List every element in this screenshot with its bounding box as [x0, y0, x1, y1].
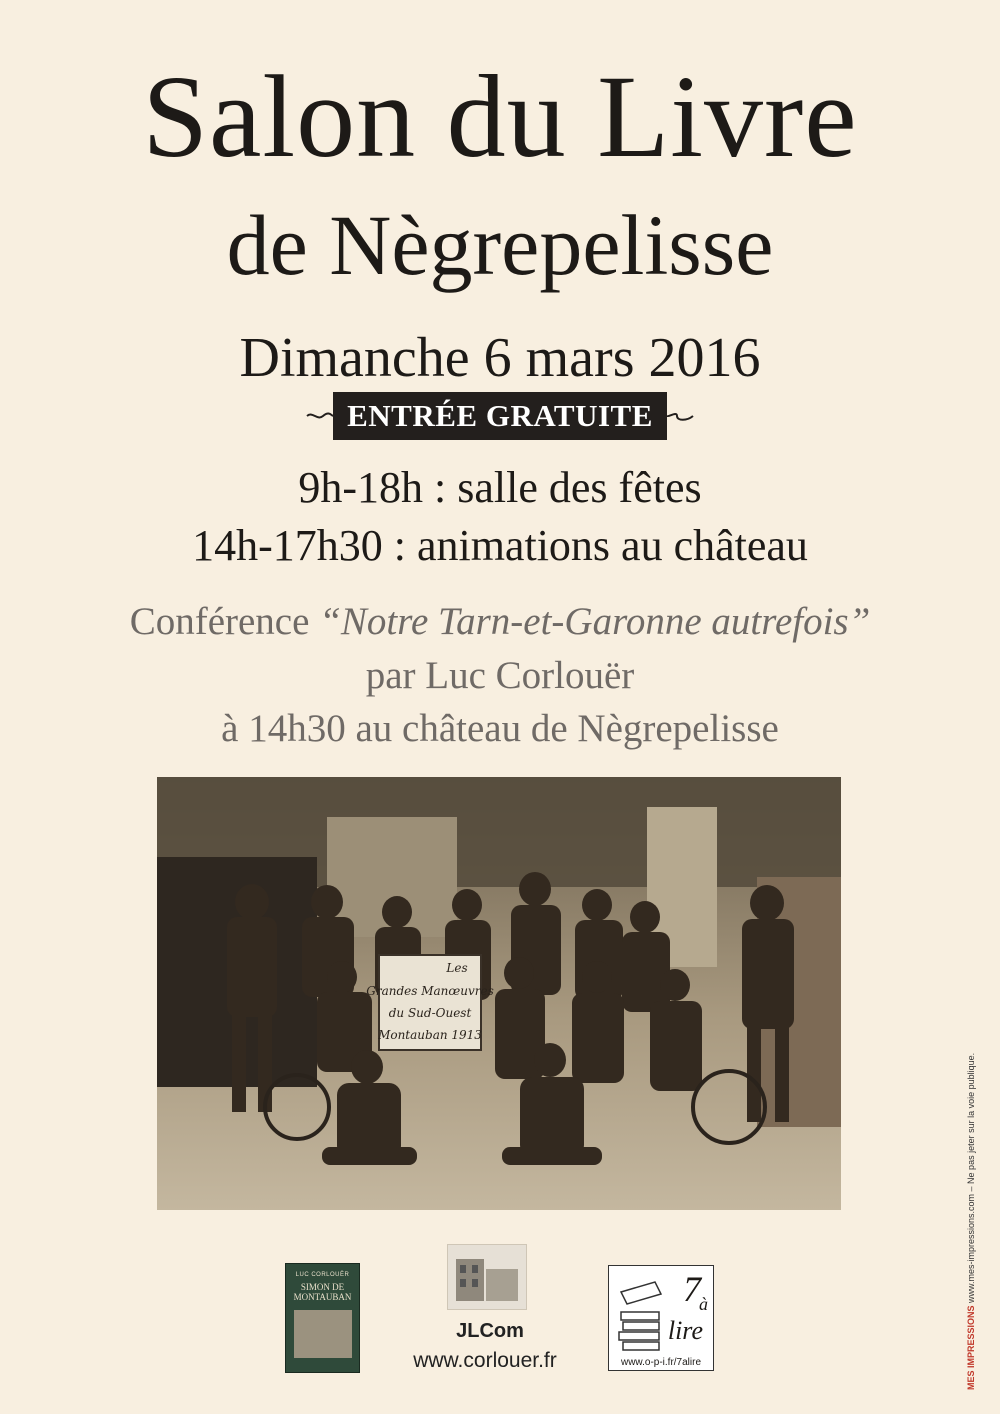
printer-logo: MES IMPRESSIONS	[966, 1305, 976, 1390]
swash-right-icon	[667, 409, 695, 423]
swash-left-icon	[305, 409, 333, 423]
sign-line-2: Grandes Manœuvres	[366, 984, 494, 998]
book-title-line-2: MONTAUBAN	[293, 1292, 352, 1302]
event-date: Dimanche 6 mars 2016	[239, 327, 761, 389]
book-cover-logo	[285, 1263, 360, 1373]
jlcom-name	[420, 1320, 560, 1343]
poster-subtitle: de Nègrepelisse	[226, 197, 774, 293]
entry-banner	[0, 392, 1000, 442]
conference-title-line	[0, 597, 1000, 647]
printer-credit-text: www.mes-impressions.com – Ne pas jeter sur la voie publique.	[966, 1052, 976, 1303]
schedule-line-2: 14h-17h30 : animations au château	[192, 521, 808, 570]
jlcom-name-bold: JL	[456, 1320, 480, 1342]
book-stack-icon	[615, 1278, 667, 1352]
jlcom-url: www.corlouer.fr	[413, 1349, 557, 1372]
book-title-line-1: SIMON DE	[300, 1282, 345, 1292]
jlcom-building-logo	[447, 1244, 527, 1310]
sign-line-4: Montauban 1913	[378, 1028, 482, 1042]
conference-prefix: Conférence	[129, 600, 320, 643]
poster-title: Salon du Livre	[142, 51, 858, 182]
printer-credit	[966, 1053, 976, 1390]
historic-group-photo	[157, 777, 841, 1210]
book-title	[286, 1282, 359, 1302]
jlcom-name-rest: Com	[479, 1320, 524, 1342]
7-a-lire-word: lire	[667, 1316, 703, 1345]
7-a-lire-url: www.o-p-i.fr/7alire	[620, 1357, 702, 1368]
sign-line-1: Les	[446, 961, 468, 975]
book-author: LUC CORLOUËR	[295, 1272, 350, 1278]
free-entry-badge: ENTRÉE GRATUITE	[333, 392, 667, 440]
conference-time-place: à 14h30 au château de Nègrepelisse	[221, 707, 779, 750]
sign-line-3: du Sud-Ouest	[388, 1006, 472, 1020]
schedule-line-1: 9h-18h : salle des fêtes	[298, 463, 702, 512]
conference-speaker: par Luc Corlouër	[365, 654, 635, 697]
7-a-lire-number: 7	[683, 1269, 701, 1309]
book-cover-image	[294, 1310, 352, 1358]
conference-title: “Notre Tarn-et-Garonne autrefois”	[319, 600, 871, 643]
7-a-lire-logo	[608, 1265, 714, 1371]
7-a-lire-a: à	[699, 1294, 708, 1314]
